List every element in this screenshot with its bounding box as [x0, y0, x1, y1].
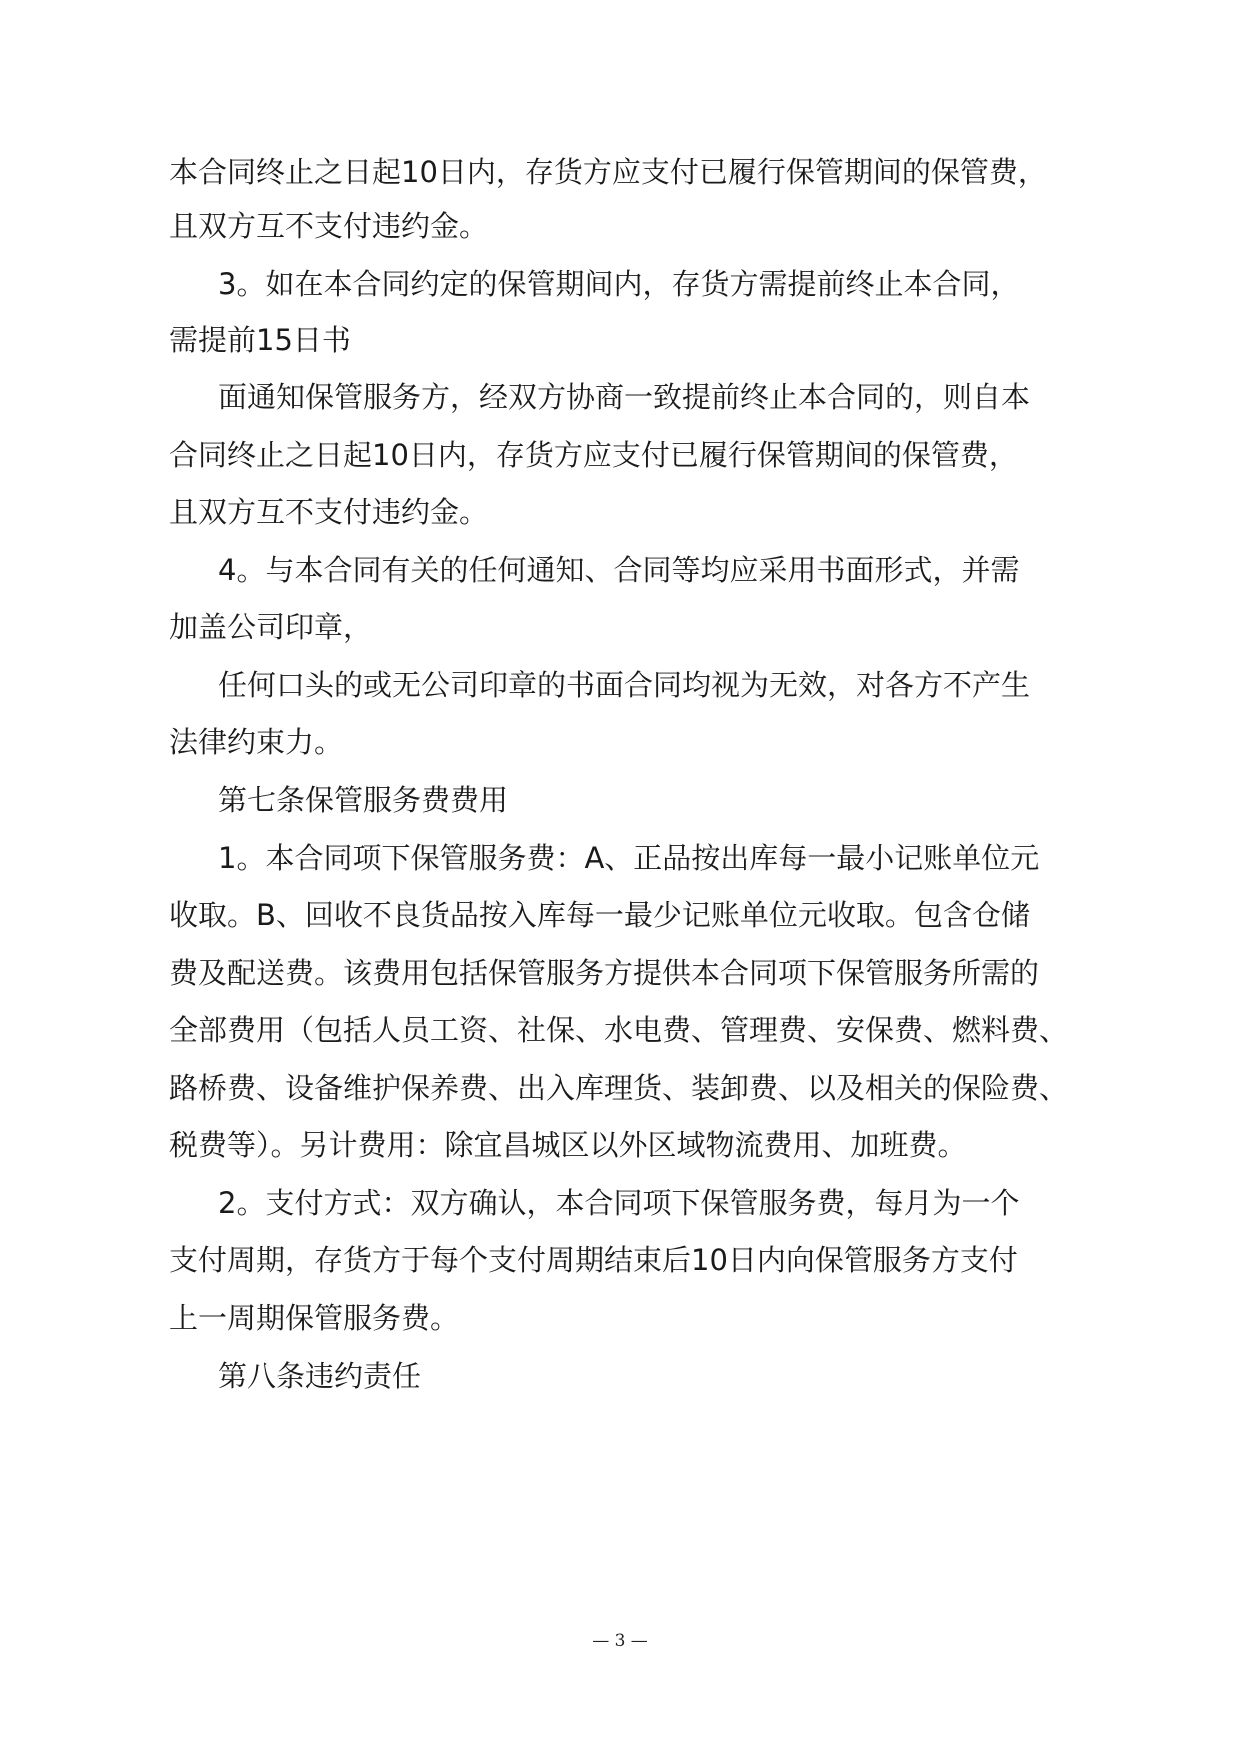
text-line: 且双方互不支付违约金。	[169, 495, 489, 529]
text-line: 支付周期，存货方于每个支付周期结束后10日内向保管服务方支付	[169, 1243, 1018, 1277]
page-number: — 3 —	[592, 1631, 648, 1651]
text-line: 3。如在本合同约定的保管期间内，存货方需提前终止本合同，	[218, 267, 1020, 301]
text-line: 税费等）。另计费用：除宜昌城区以外区域物流费用、加班费。	[169, 1128, 967, 1162]
text-line: 全部费用（包括人员工资、社保、水电费、管理费、安保费、燃料费、	[169, 1013, 1069, 1047]
section-heading: 第八条违约责任	[218, 1359, 422, 1393]
text-line: 需提前15日书	[169, 323, 351, 357]
text-line: 费及配送费。该费用包括保管服务方提供本合同项下保管服务所需的	[169, 956, 1040, 990]
text-line: 2。支付方式：双方确认，本合同项下保管服务费，每月为一个	[218, 1186, 1020, 1220]
text-line: 4。与本合同有关的任何通知、合同等均应采用书面形式，并需	[218, 553, 1020, 587]
text-line: 上一周期保管服务费。	[169, 1301, 460, 1335]
text-line: 任何口头的或无公司印章的书面合同均视为无效，对各方不产生	[218, 668, 1031, 702]
text-line: 1。本合同项下保管服务费：A、正品按出库每一最小记账单位元	[218, 841, 1040, 875]
text-line: 且双方互不支付违约金。	[169, 209, 489, 243]
text-line: 面通知保管服务方，经双方协商一致提前终止本合同的，则自本	[218, 380, 1031, 414]
section-heading: 第七条保管服务费费用	[218, 783, 509, 817]
text-line: 路桥费、设备维护保养费、出入库理货、装卸费、以及相关的保险费、	[169, 1071, 1069, 1105]
text-line: 合同终止之日起10日内，存货方应支付已履行保管期间的保管费，	[169, 438, 1018, 472]
text-line: 本合同终止之日起10日内，存货方应支付已履行保管期间的保管费，	[169, 155, 1047, 189]
text-line: 加盖公司印章，	[169, 610, 373, 644]
text-line: 法律约束力。	[169, 725, 344, 759]
text-line: 收取。B、回收不良货品按入库每一最少记账单位元收取。包含仓储	[169, 898, 1030, 932]
